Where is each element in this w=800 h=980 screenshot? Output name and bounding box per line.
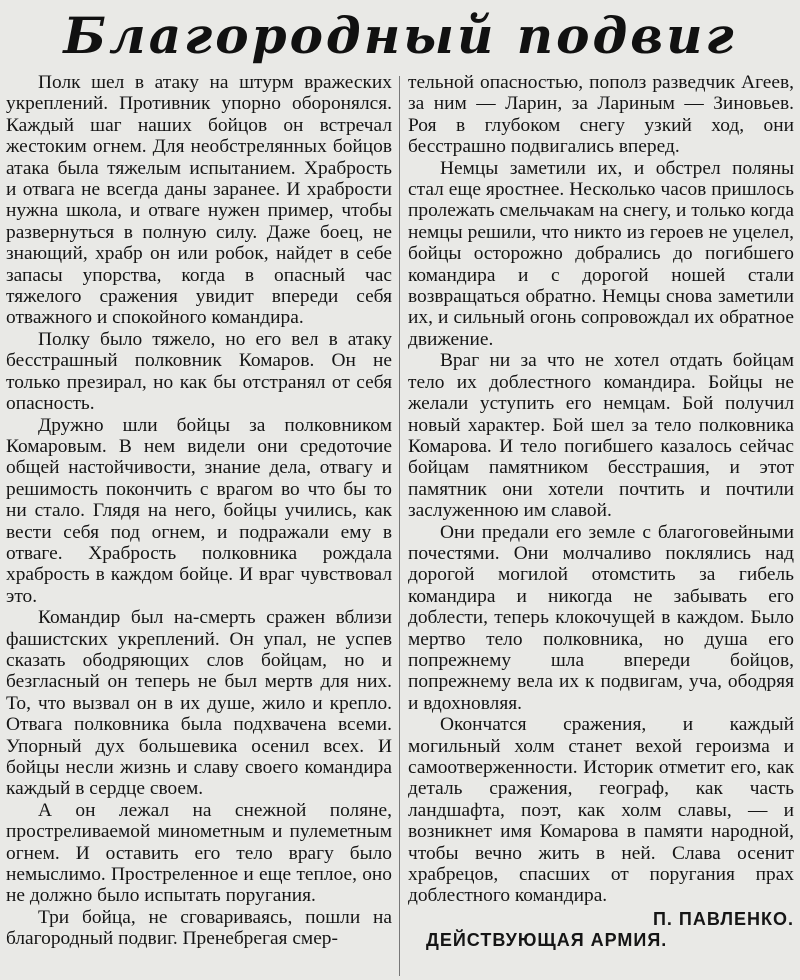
article-column-right <box>408 72 794 952</box>
column-divider <box>399 76 400 976</box>
paragraph: Дружно шли бойцы за полковником Комаровым. В нем видели они средоточие общей настойчивости, знание дела, отвагу и решимость покончить с врагом во что бы то ни стало. Глядя на него, бойцы учились, как вести себя под огнем, и подражали ему в отваге. Храбрость полковника рождала храбрость в каждом бойце. И враг чувствовал это. <box>6 414 392 607</box>
paragraph: Командир был на-смерть сражен вблизи фашистских укреплений. Он упал, не успев сказать ободряющих слов бойцам, но и безгласный он теперь не был мертв для них. То, что вызвал он в их душе, жило и крепло. Отвага полковника была подхвачена всеми. Упорный дух большевика осенил всех. И бойцы несли жизнь и славу своего командира каждый в сердце своем. <box>6 607 392 800</box>
paragraph: Немцы заметили их, и обстрел поляны стал еще яростнее. Несколько часов пришлось пролежать смельчакам на снегу, и только когда немцы решили, что никто из героев не уцелел, бойцы осторожно добрались до погибшего командира и с дорогой ношей стали возвращаться обратно. Немцы снова заметили их, и сильный огонь сопровождал их обратное движение. <box>408 157 794 350</box>
paragraph: А он лежал на снежной поляне, простреливаемой минометным и пулеметным огнем. И оставить его тело врагу было немыслимо. Простреленное и еще теплое, оно не должно было испытать поругания. <box>6 799 392 907</box>
paragraph-continuation: тельной опасностью, пополз разведчик Агеев, за ним — Ларин, за Лариным — Зиновьев. Роя в глубоком снегу узкий ход, они бесстрашно подвигались вперед. <box>408 72 794 158</box>
paragraph: Они предали его земле с благоговейными почестями. Они молчаливо поклялись над дорогой могилой отомстить за гибель командира и никогда не забывать его доблести, теперь клокочущей в каждом. Было мертво тело полковника, но душа его попрежнему шла впереди бойцов, попрежнему вела их к подвигам, уча, ободряя и вдохновляя. <box>408 521 794 714</box>
paragraph: Полк шел в атаку на штурм вражеских укреплений. Противник упорно оборонялся. Каждый шаг наших бойцов он встречал жестоким огнем. Для необстрелянных бойцов атака была тяжелым испытанием. Храбрость и отвага не всегда даны заранее. И храбрости нужна школа, и отваге нужен пример, чтобы развернуться в полную силу. Даже боец, не знающий, храбр он или робок, найдет в себе запасы упорства, когда в опасный час тяжелого сражения увидит впереди себя отважного и спокойного командира. <box>6 72 392 329</box>
dateline: ДЕЙСТВУЮЩАЯ АРМИЯ. <box>426 930 668 951</box>
article-column-left <box>6 72 392 950</box>
paragraph: Окончатся сражения, и каждый могильный холм станет вехой героизма и самоотверженности. Историк отметит его, как деталь сражения, географ, как часть ландшафта, поэт, как холм славы, — и возникнет имя Комарова в памяти народной, чтобы вечно жить в ней. Слава осенит храбрецов, спасших от поругания прах доблестного командира. <box>408 714 794 907</box>
paragraph: Враг ни за что не хотел отдать бойцам тело их доблестного командира. Бойцы не желали уступить его немцам. Бой получил новый характер. Бой шел за тело полковника Комарова. И тело погибшего казалось сейчас бойцам памятником бесстрашия, и этот памятник они хотели почтить и почтили заслуженною им славой. <box>408 350 794 522</box>
paragraph: Полку было тяжело, но его вел в атаку бесстрашный полковник Комаров. Он не только презирал, но как бы отстранял от себя опасность. <box>6 328 392 415</box>
paragraph: Три бойца, не сговариваясь, пошли на благородный подвиг. Пренебрегая смер- <box>6 906 392 950</box>
headline: Благородный подвиг <box>63 6 737 65</box>
author-signature: П. ПАВЛЕНКО. <box>652 908 794 929</box>
